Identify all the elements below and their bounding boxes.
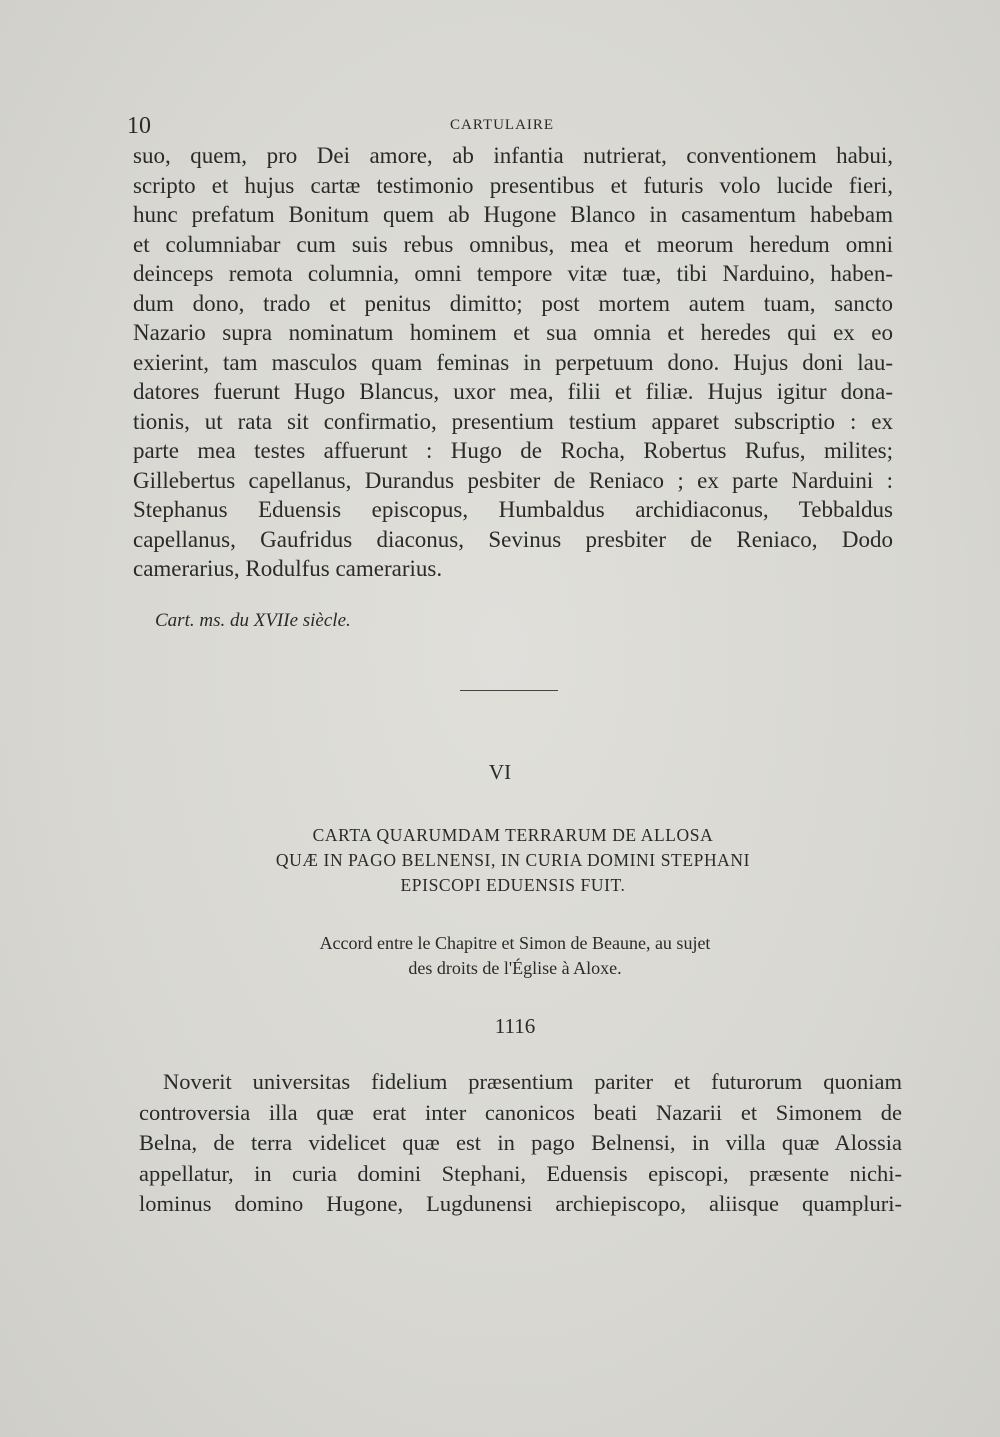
- text-line: Belna, de terra videlicet quæ est in pago Belnensi, in villa quæ Alossia: [139, 1130, 902, 1155]
- charter-date: 1116: [494, 1014, 536, 1038]
- summary-line: des droits de l'Église à Aloxe.: [408, 958, 622, 978]
- text-line: et columniabar cum suis rebus omnibus, mea et meorum heredum omni: [133, 231, 893, 257]
- charter-vi-text: [139, 1067, 902, 1220]
- charter-summary: [0, 931, 1000, 981]
- charter-v-text: [133, 141, 893, 584]
- page-number: 10: [127, 113, 151, 139]
- text-line: appellatur, in curia domini Stephani, Eduensis episcopi, præsente nichi-: [139, 1160, 902, 1186]
- text-line: Stephanus Eduensis episcopus, Humbaldus archidiaconus, Tebbaldus: [133, 497, 893, 522]
- page-header: [0, 113, 1000, 143]
- text-line: hunc prefatum Bonitum quem ab Hugone Blanco in casamentum habebam: [133, 202, 893, 227]
- text-line: deinceps remota columnia, omni tempore vitæ tuæ, tibi Narduino, haben-: [133, 261, 893, 286]
- heading-line: QUÆ IN PAGO BELNENSI, IN CURIA DOMINI STEPHANI: [275, 850, 751, 870]
- charter-heading: [0, 823, 1000, 898]
- summary-line: Accord entre le Chapitre et Simon de Beaune, au sujet: [319, 933, 711, 953]
- text-line: parte mea testes affuerunt : Hugo de Rocha, Robertus Rufus, milites;: [133, 438, 893, 463]
- text-line: exierint, tam masculos quam feminas in perpetuum dono. Hujus doni lau-: [133, 349, 893, 375]
- text-line: controversia illa quæ erat inter canonicos beati Nazarii et Simonem de: [139, 1099, 902, 1125]
- running-title: CARTULAIRE: [450, 117, 555, 133]
- text-line: tionis, ut rata sit confirmatio, presentium testium apparet subscriptio : ex: [133, 408, 893, 434]
- text-line: camerarius, Rodulfus camerarius.: [133, 556, 443, 581]
- text-line: datores fuerunt Hugo Blancus, uxor mea, filii et filiæ. Hujus igitur dona-: [133, 379, 893, 404]
- document-number: VI: [488, 760, 512, 784]
- heading-line: CARTA QUARUMDAM TERRARUM DE ALLOSA: [312, 825, 714, 845]
- text-line: dum dono, trado et penitus dimitto; post mortem autem tuam, sancto: [133, 290, 893, 316]
- source-note: Cart. ms. du XVIIe siècle.: [155, 610, 351, 631]
- section-divider: [460, 690, 558, 691]
- text-line: Noverit universitas fidelium præsentium pariter et futurorum quoniam: [163, 1069, 902, 1094]
- text-line: scripto et hujus cartæ testimonio presentibus et futuris volo lucide fieri,: [133, 172, 893, 198]
- heading-line: EPISCOPI EDUENSIS FUIT.: [400, 875, 626, 895]
- text-line: capellanus, Gaufridus diaconus, Sevinus presbiter de Reniaco, Dodo: [133, 526, 893, 552]
- text-line: Nazario supra nominatum hominem et sua omnia et heredes qui ex eo: [133, 320, 893, 345]
- text-line: lominus domino Hugone, Lugdunensi archiepiscopo, aliisque quampluri-: [139, 1191, 902, 1216]
- text-line: Gillebertus capellanus, Durandus pesbiter de Reniaco ; ex parte Narduini :: [133, 467, 893, 493]
- text-line: suo, quem, pro Dei amore, ab infantia nutrierat, conventionem habui,: [133, 143, 893, 168]
